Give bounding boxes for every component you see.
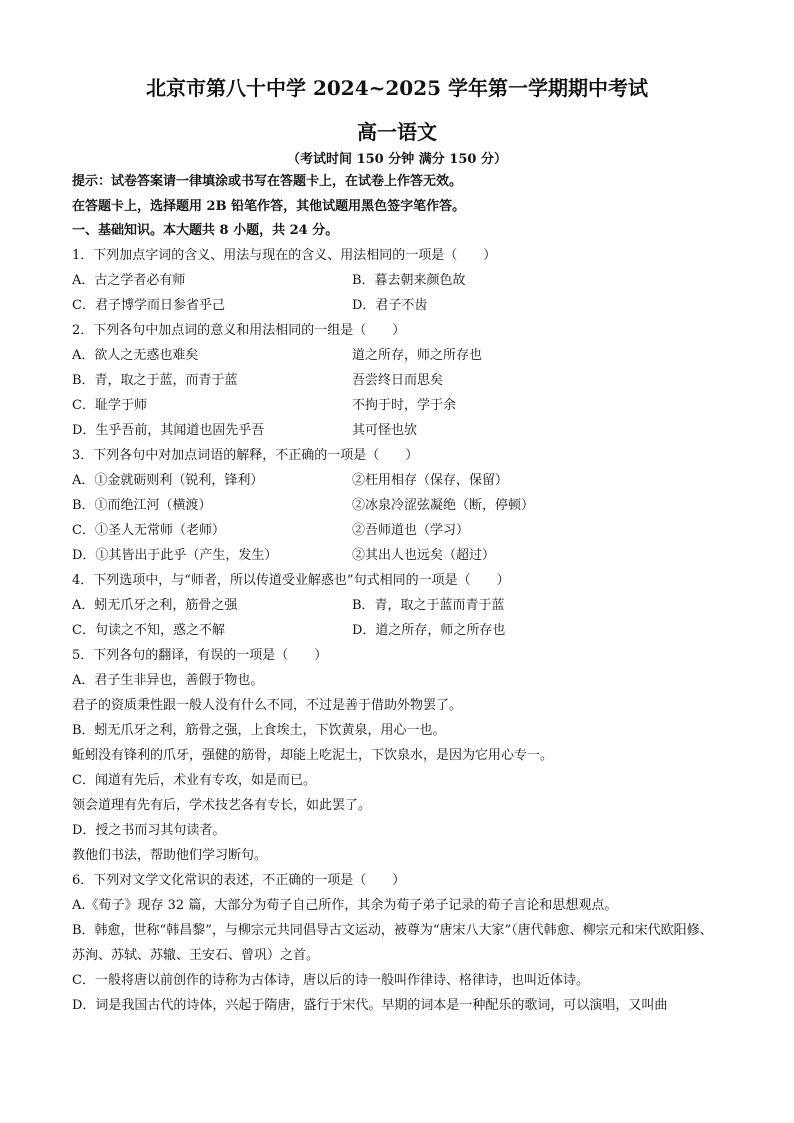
q5-option-b: B．蚓无爪牙之利，筋骨之强，上食埃土，下饮黄泉，用心一也。 (72, 723, 446, 738)
q1-option-b: B．暮去朝来颜色故 (352, 273, 466, 288)
q3-option-b-2: ②冰泉冷涩弦凝绝（断，停顿） (352, 498, 535, 513)
q5-stem: 5．下列各句的翻译，有误的一项是（ ） (72, 648, 328, 663)
q2-option-b-1: B．青，取之于蓝，而青于蓝 (72, 373, 238, 388)
notice-line-2: 在答题卡上，选择题用 2B 铅笔作答，其他试题用黑色签字笔作答。 (72, 199, 466, 214)
notice-line-1: 提示：试卷答案请一律填涂或书写在答题卡上，在试卷上作答无效。 (72, 174, 463, 189)
q6-option-b: B．韩愈，世称“韩昌黎”，与柳宗元共同倡导古文运动，被尊为“唐宋八大家”（唐代韩愈、柳宗元和宋代欧阳修、苏洵、苏轼、苏辙、王安石、曾巩）之首。 (72, 923, 713, 963)
q3-stem: 3．下列各句中对加点词语的解释，不正确的一项是（ ） (72, 448, 419, 463)
q1-option-c: C．君子博学而日参省乎己 (72, 298, 225, 313)
q1-stem: 1．下列加点字词的含义、用法与现在的含义、用法相同的一项是（ ） (72, 248, 497, 263)
q3-option-a-2: ②枉用相存（保存，保留） (352, 473, 509, 488)
q2-option-a-1: A．欲人之无惑也难矣 (72, 348, 199, 363)
exam-title: 北京市第八十中学 2024~2025 学年第一学期期中考试 (145, 76, 648, 100)
q2-option-b-2: 吾尝终日而思矣 (352, 373, 444, 388)
q1-option-d: D．君子不齿 (352, 298, 428, 313)
q3-option-c-1: C．①圣人无常师（老师） (72, 523, 225, 538)
q2-option-c-1: C．耻学于师 (72, 398, 147, 413)
q2-option-a-2: 道之所存，师之所存也 (352, 348, 483, 363)
q2-option-d-1: D．生乎吾前，其闻道也固先乎吾 (72, 423, 265, 438)
q6-option-a: A.《荀子》现存 32 篇，大部分为荀子自己所作，其余为荀子弟子记录的荀子言论和思想观点。 (72, 898, 618, 913)
q6-stem: 6．下列对文学文化常识的表述，不正确的一项是（ ） (72, 873, 406, 888)
subject-title: 高一语文 (357, 120, 437, 144)
q3-option-a-1: A．①金就砺则利（锐利，锋利） (72, 473, 264, 488)
q3-option-d-2: ②其出人也远矣（超过） (352, 548, 496, 563)
q5-option-c: C．闻道有先后，术业有专攻，如是而已。 (72, 773, 316, 788)
q2-option-c-2: 不拘于时，学于余 (352, 398, 457, 413)
section-heading: 一、基础知识。本大题共 8 小题，共 24 分。 (72, 223, 339, 238)
q4-option-a: A．蚓无爪牙之利，筋骨之强 (72, 598, 238, 613)
q4-option-d: D．道之所存，师之所存也 (352, 623, 506, 638)
exam-info: （考试时间 150 分钟 满分 150 分） (287, 152, 507, 167)
q4-stem: 4．下列选项中，与“师者，所以传道受业解惑也”句式相同的一项是（ ） (72, 573, 510, 588)
q6-option-c: C．一般将唐以前创作的诗称为古体诗，唐以后的诗一般叫作律诗、格律诗，也叫近体诗。 (72, 973, 589, 988)
q5-option-a-translation: 君子的资质秉性跟一般人没有什么不同，不过是善于借助外物罢了。 (72, 698, 463, 713)
q3-option-d-1: D．①其皆出于此乎（产生，发生） (72, 548, 278, 563)
q5-option-c-translation: 领会道理有先有后，学术技艺各有专长，如此罢了。 (72, 798, 372, 813)
q5-option-b-translation: 蚯蚓没有锋利的爪牙，强健的筋骨，却能上吃泥土，下饮泉水，是因为它用心专一。 (72, 748, 554, 763)
q5-option-a: A．君子生非异也，善假于物也。 (72, 673, 264, 688)
q5-option-d-translation: 教他们书法，帮助他们学习断句。 (72, 848, 268, 863)
q6-option-d: D．词是我国古代的诗体，兴起于隋唐，盛行于宋代。早期的词本是一种配乐的歌词，可以演唱，又叫曲 (72, 998, 668, 1013)
q2-option-d-2: 其可怪也欤 (352, 423, 418, 438)
q2-stem: 2．下列各句中加点词的意义和用法相同的一组是（ ） (72, 323, 406, 338)
q1-option-a: A．古之学者必有师 (72, 273, 186, 288)
q4-option-c: C．句读之不知，惑之不解 (72, 623, 225, 638)
q3-option-c-2: ②吾师道也（学习） (352, 523, 470, 538)
q5-option-d: D．授之书而习其句读者。 (72, 823, 226, 838)
q3-option-b-1: B．①而绝江河（横渡） (72, 498, 212, 513)
q4-option-b: B．青，取之于蓝而青于蓝 (352, 598, 505, 613)
